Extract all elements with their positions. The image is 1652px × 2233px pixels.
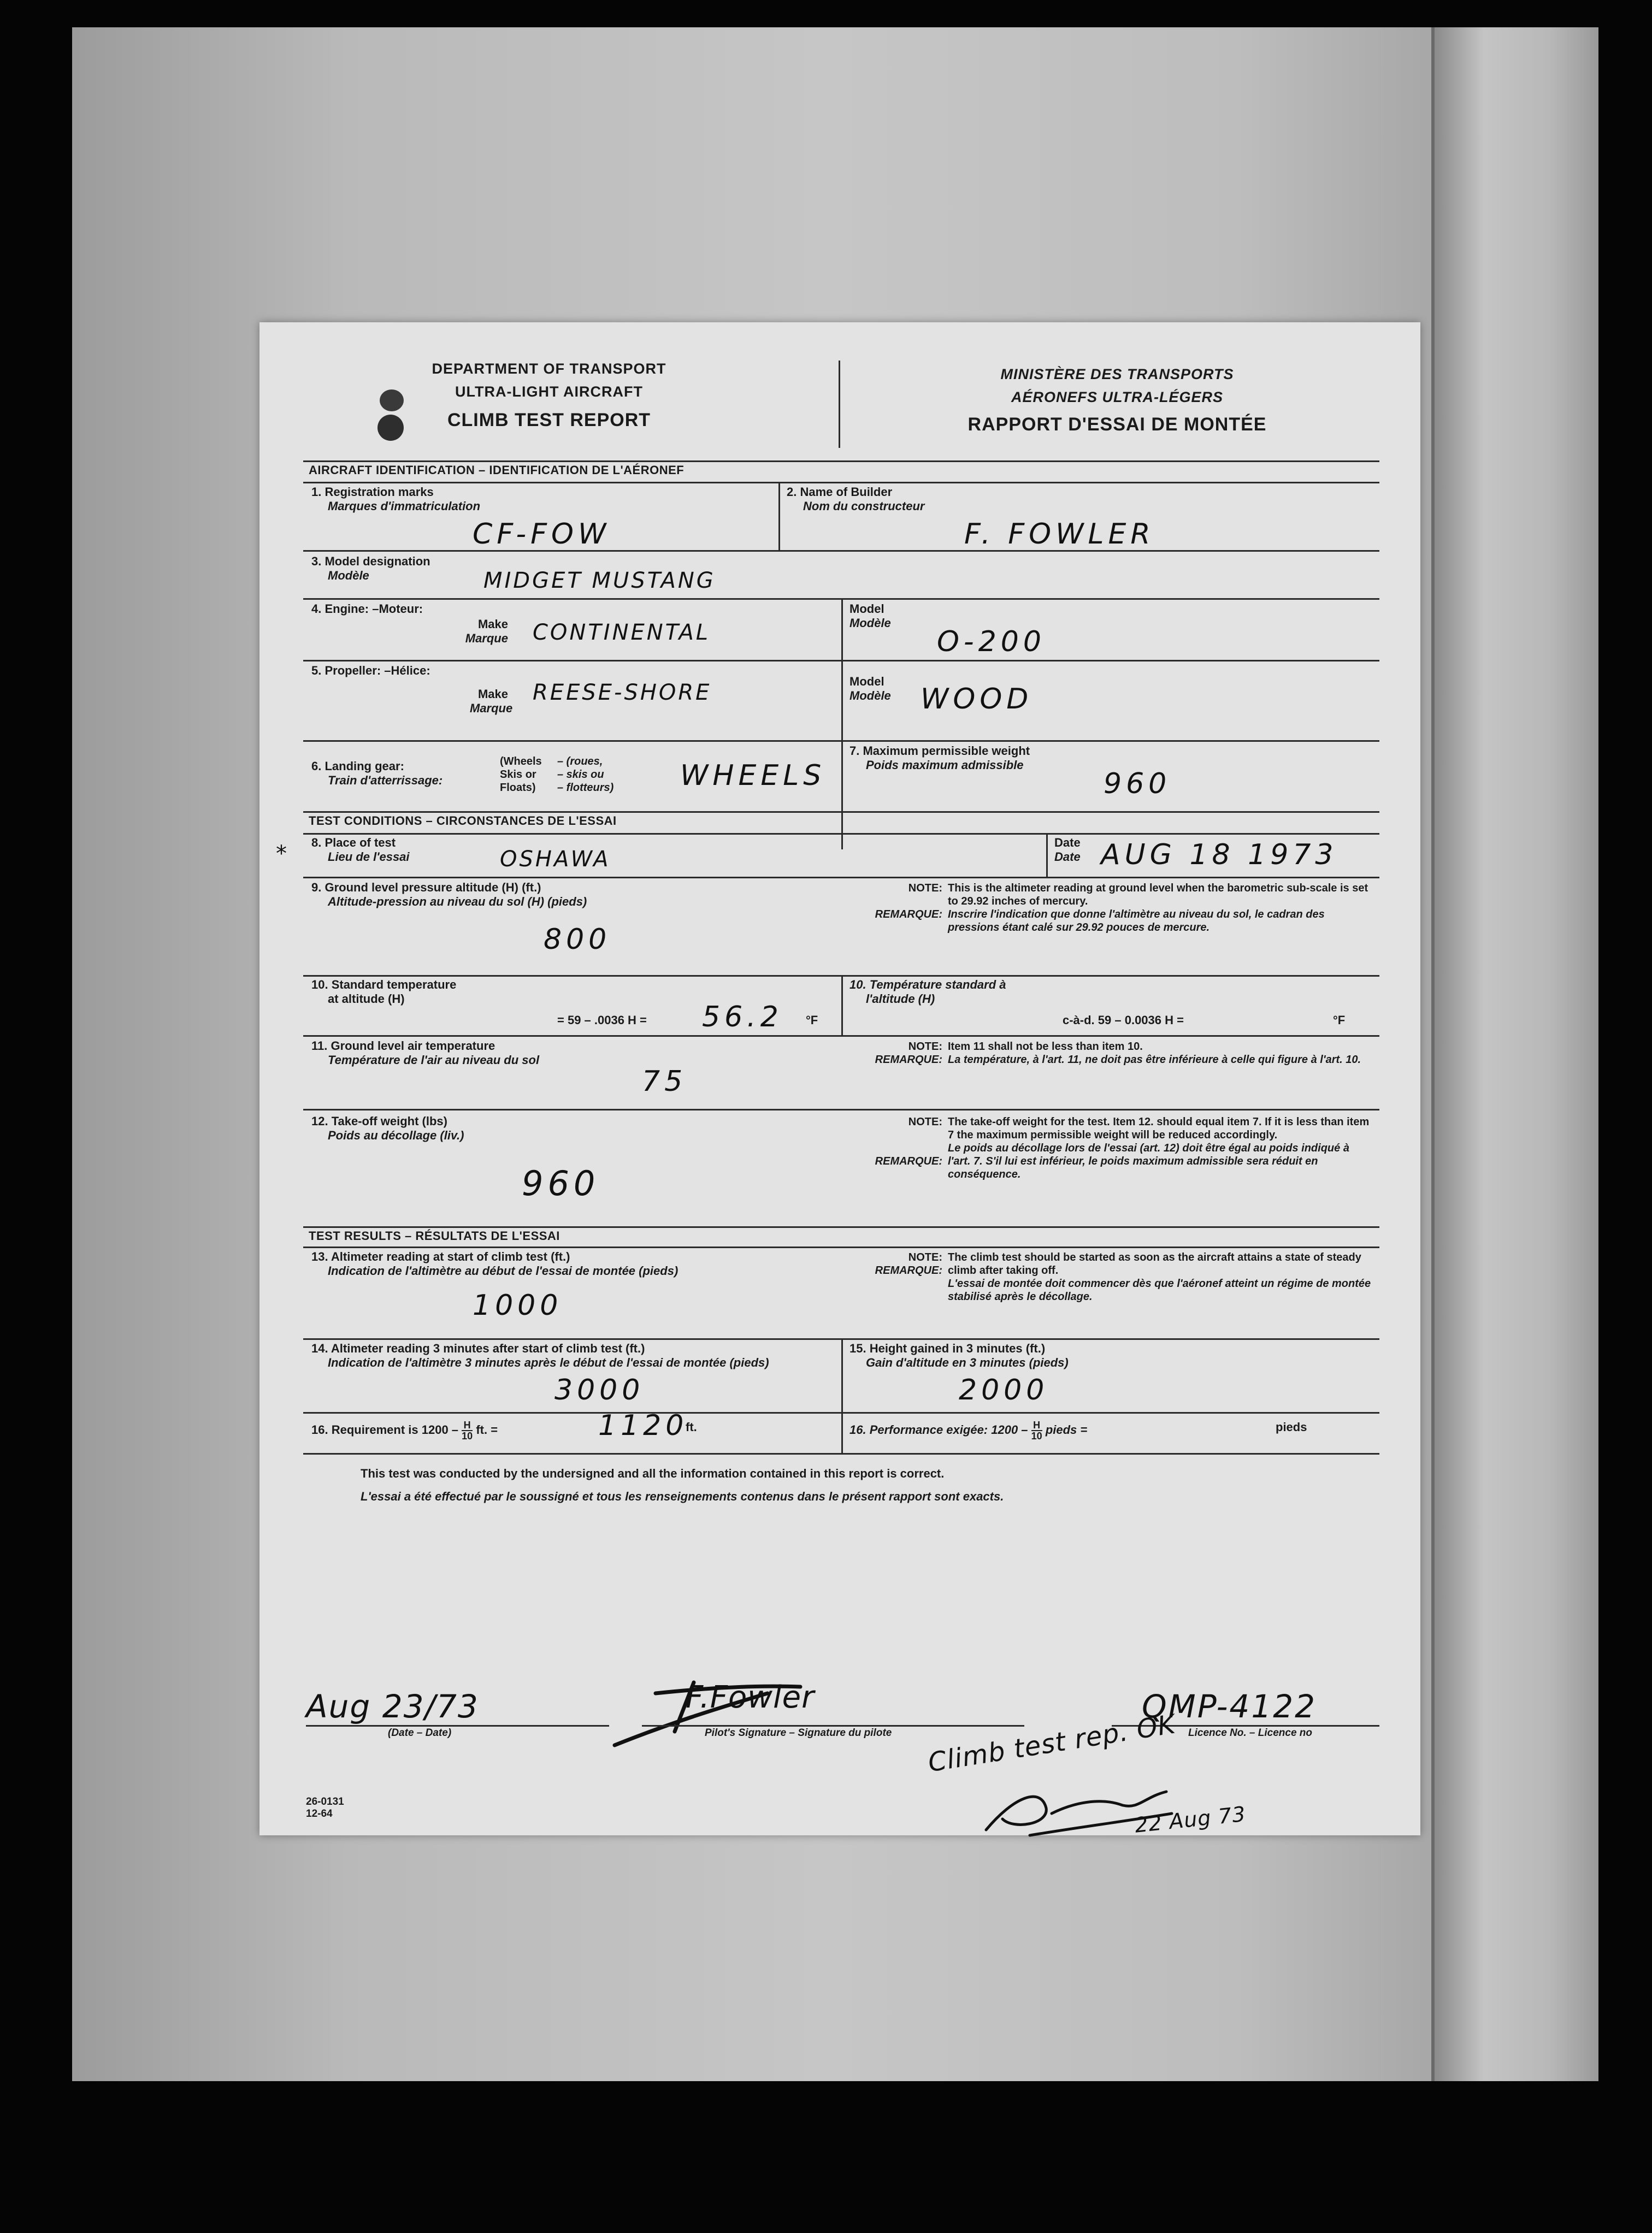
rule xyxy=(303,740,1379,742)
rule xyxy=(303,1453,1379,1455)
landing-gear-options-en: (Wheels Skis or Floats) xyxy=(500,755,542,794)
label-date-signed: (Date – Date) xyxy=(388,1727,452,1739)
value-max-weight: 960 xyxy=(1104,767,1171,800)
rule xyxy=(841,1338,843,1453)
rule xyxy=(303,550,1379,552)
header-fr-title: RAPPORT D'ESSAI DE MONTÉE xyxy=(967,414,1267,435)
label-model-designation: 3. Model designation Modèle xyxy=(311,554,430,582)
note-f13: The climb test should be started as soon as the aircraft attains a state of steady climb after taking off. L'essai de montée doit commencer dès que l'aéronef atteint un régime de montée stabilisé après le décollage. xyxy=(948,1251,1371,1303)
label-ground-pressure-alt: 9. Ground level pressure altitude (H) (ft.) Altitude-pression au niveau du sol (H) (pieds) xyxy=(311,881,587,908)
note-label: NOTE: REMARQUE: xyxy=(875,882,942,920)
label-std-temp: 10. Standard temperature at altitude (H) xyxy=(311,978,457,1006)
label-date: Date Date xyxy=(1054,836,1081,864)
value-takeoff-weight: 960 xyxy=(522,1163,600,1203)
rule xyxy=(303,1226,1379,1228)
std-temp-unit-fr: °F xyxy=(1333,1013,1346,1027)
climb-test-form xyxy=(259,322,1420,1838)
value-engine-make: CONTINENTAL xyxy=(533,620,711,645)
rule xyxy=(303,833,1379,835)
note-label: NOTE: REMARQUE: xyxy=(875,1251,942,1277)
inspector-date: 22 Aug 73 xyxy=(1134,1801,1247,1838)
std-temp-formula-fr: c-à-d. 59 – 0.0036 H = xyxy=(1063,1013,1184,1027)
rule xyxy=(841,975,843,1035)
rule xyxy=(303,460,1379,462)
landing-gear-options-fr: – (roues, – skis ou – flotteurs) xyxy=(557,755,614,794)
label-engine-make: Make Marque xyxy=(465,617,508,645)
label-alt-start: 13. Altimeter reading at start of climb test (ft.) Indication de l'altimètre au début de l'essai de montée (pieds) xyxy=(311,1250,678,1278)
rule xyxy=(303,1247,1379,1248)
rule xyxy=(303,1412,1379,1414)
std-temp-unit: °F xyxy=(806,1013,818,1027)
value-propeller-model: WOOD xyxy=(921,683,1033,716)
certification-en: This test was conducted by the undersigned and all the information contained in this report is correct. xyxy=(361,1467,945,1480)
certification-fr: L'essai a été effectué par le soussigné et tous les renseignements contenus dans le présent rapport sont exacts. xyxy=(361,1490,1004,1503)
form-number: 26-0131 12-64 xyxy=(306,1796,344,1820)
rule xyxy=(303,482,1379,483)
value-requirement: 1120 xyxy=(598,1409,688,1442)
label-takeoff-weight: 12. Take-off weight (lbs) Poids au décollage (liv.) xyxy=(311,1114,464,1142)
rule xyxy=(303,1109,1379,1110)
value-builder: F. FOWLER xyxy=(964,518,1155,551)
label-licence: Licence No. – Licence no xyxy=(1188,1727,1313,1739)
note-label: NOTE: REMARQUE: xyxy=(875,1116,942,1167)
note-label: NOTE: REMARQUE: xyxy=(875,1041,942,1066)
rule xyxy=(303,811,1379,813)
note-f11: Item 11 shall not be less than item 10. La température, à l'art. 11, ne doit pas être inférieure à celle qui figure à l'art. 10. xyxy=(948,1041,1361,1066)
value-ground-air-temp: 75 xyxy=(642,1065,687,1098)
requirement-unit-fr: pieds xyxy=(1276,1420,1307,1434)
margin-asterisk: * xyxy=(276,841,287,866)
rule xyxy=(303,660,1379,661)
label-propeller: 5. Propeller: –Hélice: xyxy=(311,664,430,677)
label-ground-air-temp: 11. Ground level air temperature Température de l'air au niveau du sol xyxy=(311,1039,540,1067)
label-requirement-fr: 16. Performance exigée: $1200 - \frac{H}{10}$ pieds = xyxy=(849,1420,1088,1442)
value-engine-model: O-200 xyxy=(937,625,1046,658)
value-registration: CF-FOW xyxy=(473,518,611,551)
label-max-weight: 7. Maximum permissible weight Poids maximum admissible xyxy=(849,744,1030,772)
header-fr-line2: AÉRONEFS ULTRA-LÉGERS xyxy=(1011,389,1223,405)
requirement-unit: ft. xyxy=(686,1420,697,1434)
section-test-conditions: TEST CONDITIONS – CIRCONSTANCES DE L'ESSAI xyxy=(309,814,617,828)
rule xyxy=(303,877,1379,878)
label-engine: 4. Engine: –Moteur: xyxy=(311,602,423,616)
value-height-gained: 2000 xyxy=(959,1374,1049,1407)
std-temp-formula: = 59 – .0036 H = xyxy=(557,1013,647,1027)
header-en-title: CLIMB TEST REPORT xyxy=(447,410,651,430)
label-propeller-make: Make Marque xyxy=(470,687,513,715)
rule xyxy=(642,1725,1024,1727)
value-place-of-test: OSHAWA xyxy=(500,847,611,872)
label-builder: 2. Name of Builder Nom du constructeur xyxy=(787,485,925,513)
label-propeller-model: Model Modèle xyxy=(849,675,891,702)
label-alt-3min: 14. Altimeter reading 3 minutes after start of climb test (ft.) Indication de l'altimètre 3 minutes après le début de l'essai de montée (pieds) xyxy=(311,1342,769,1369)
value-ground-pressure-alt: 800 xyxy=(544,923,611,956)
value-test-date: AUG 18 1973 xyxy=(1101,838,1338,871)
label-landing-gear: 6. Landing gear: Train d'atterrissage: xyxy=(311,759,443,787)
rule xyxy=(303,1035,1379,1037)
rule xyxy=(306,1725,609,1727)
inspector-annotation: Climb test rep. OK xyxy=(926,1709,1178,1779)
label-place-of-test: 8. Place of test Lieu de l'essai xyxy=(311,836,410,864)
value-model-designation: MIDGET MUSTANG xyxy=(483,568,716,593)
header-en-line1: DEPARTMENT OF TRANSPORT xyxy=(432,361,666,377)
value-pilot-signature: F.Fowler xyxy=(686,1680,815,1715)
value-landing-gear: WHEELS xyxy=(680,759,826,792)
value-std-temp: 56.2 xyxy=(702,1001,783,1033)
rule xyxy=(1046,833,1048,877)
backing-strip xyxy=(1431,27,1598,2081)
value-sign-date: Aug 23/73 xyxy=(306,1688,479,1725)
value-alt-start: 1000 xyxy=(473,1289,563,1322)
section-aircraft-id: AIRCRAFT IDENTIFICATION – IDENTIFICATION DE L'AÉRONEF xyxy=(309,463,685,477)
note-f12: The take-off weight for the test. Item 12. should equal item 7. If it is less than item 7 the maximum permissible weight will be reduced accordingly. Le poids au décollage lors de l'essai (art. 12) doit être égal au poids indiqué à l'art. 7. S'il lui est inférieur, le poids maximum admissible sera réduit en conséquence. xyxy=(948,1116,1370,1180)
label-height-gained: 15. Height gained in 3 minutes (ft.) Gain d'altitude en 3 minutes (pieds) xyxy=(849,1342,1069,1369)
label-engine-model: Model Modèle xyxy=(849,602,891,630)
label-std-temp-fr: 10. Température standard à l'altitude (H) xyxy=(849,978,1006,1006)
label-requirement: 16. Requirement is $1200 - \frac{H}{10}$ ft. = xyxy=(311,1420,498,1442)
section-test-results: TEST RESULTS – RÉSULTATS DE L'ESSAI xyxy=(309,1229,560,1243)
note-f9: This is the altimeter reading at ground level when the barometric sub-scale is set to 29.92 inches of mercury. Inscrire l'indication que donne l'altimètre au niveau du sol, le cadran des pressions étant calé sur 29.92 pouces de mercure. xyxy=(948,882,1368,934)
header-en-line2: ULTRA-LIGHT AIRCRAFT xyxy=(455,383,643,400)
value-propeller-make: REESE-SHORE xyxy=(533,680,712,705)
value-licence-no: QMP-4122 xyxy=(1142,1688,1317,1725)
label-pilot-signature: Pilot's Signature – Signature du pilote xyxy=(705,1727,892,1739)
label-registration: 1. Registration marks Marques d'immatriculation xyxy=(311,485,481,513)
rule xyxy=(778,482,780,550)
value-alt-3min: 3000 xyxy=(554,1374,645,1407)
header-divider xyxy=(839,361,840,448)
header-fr-line1: MINISTÈRE DES TRANSPORTS xyxy=(1000,366,1234,382)
